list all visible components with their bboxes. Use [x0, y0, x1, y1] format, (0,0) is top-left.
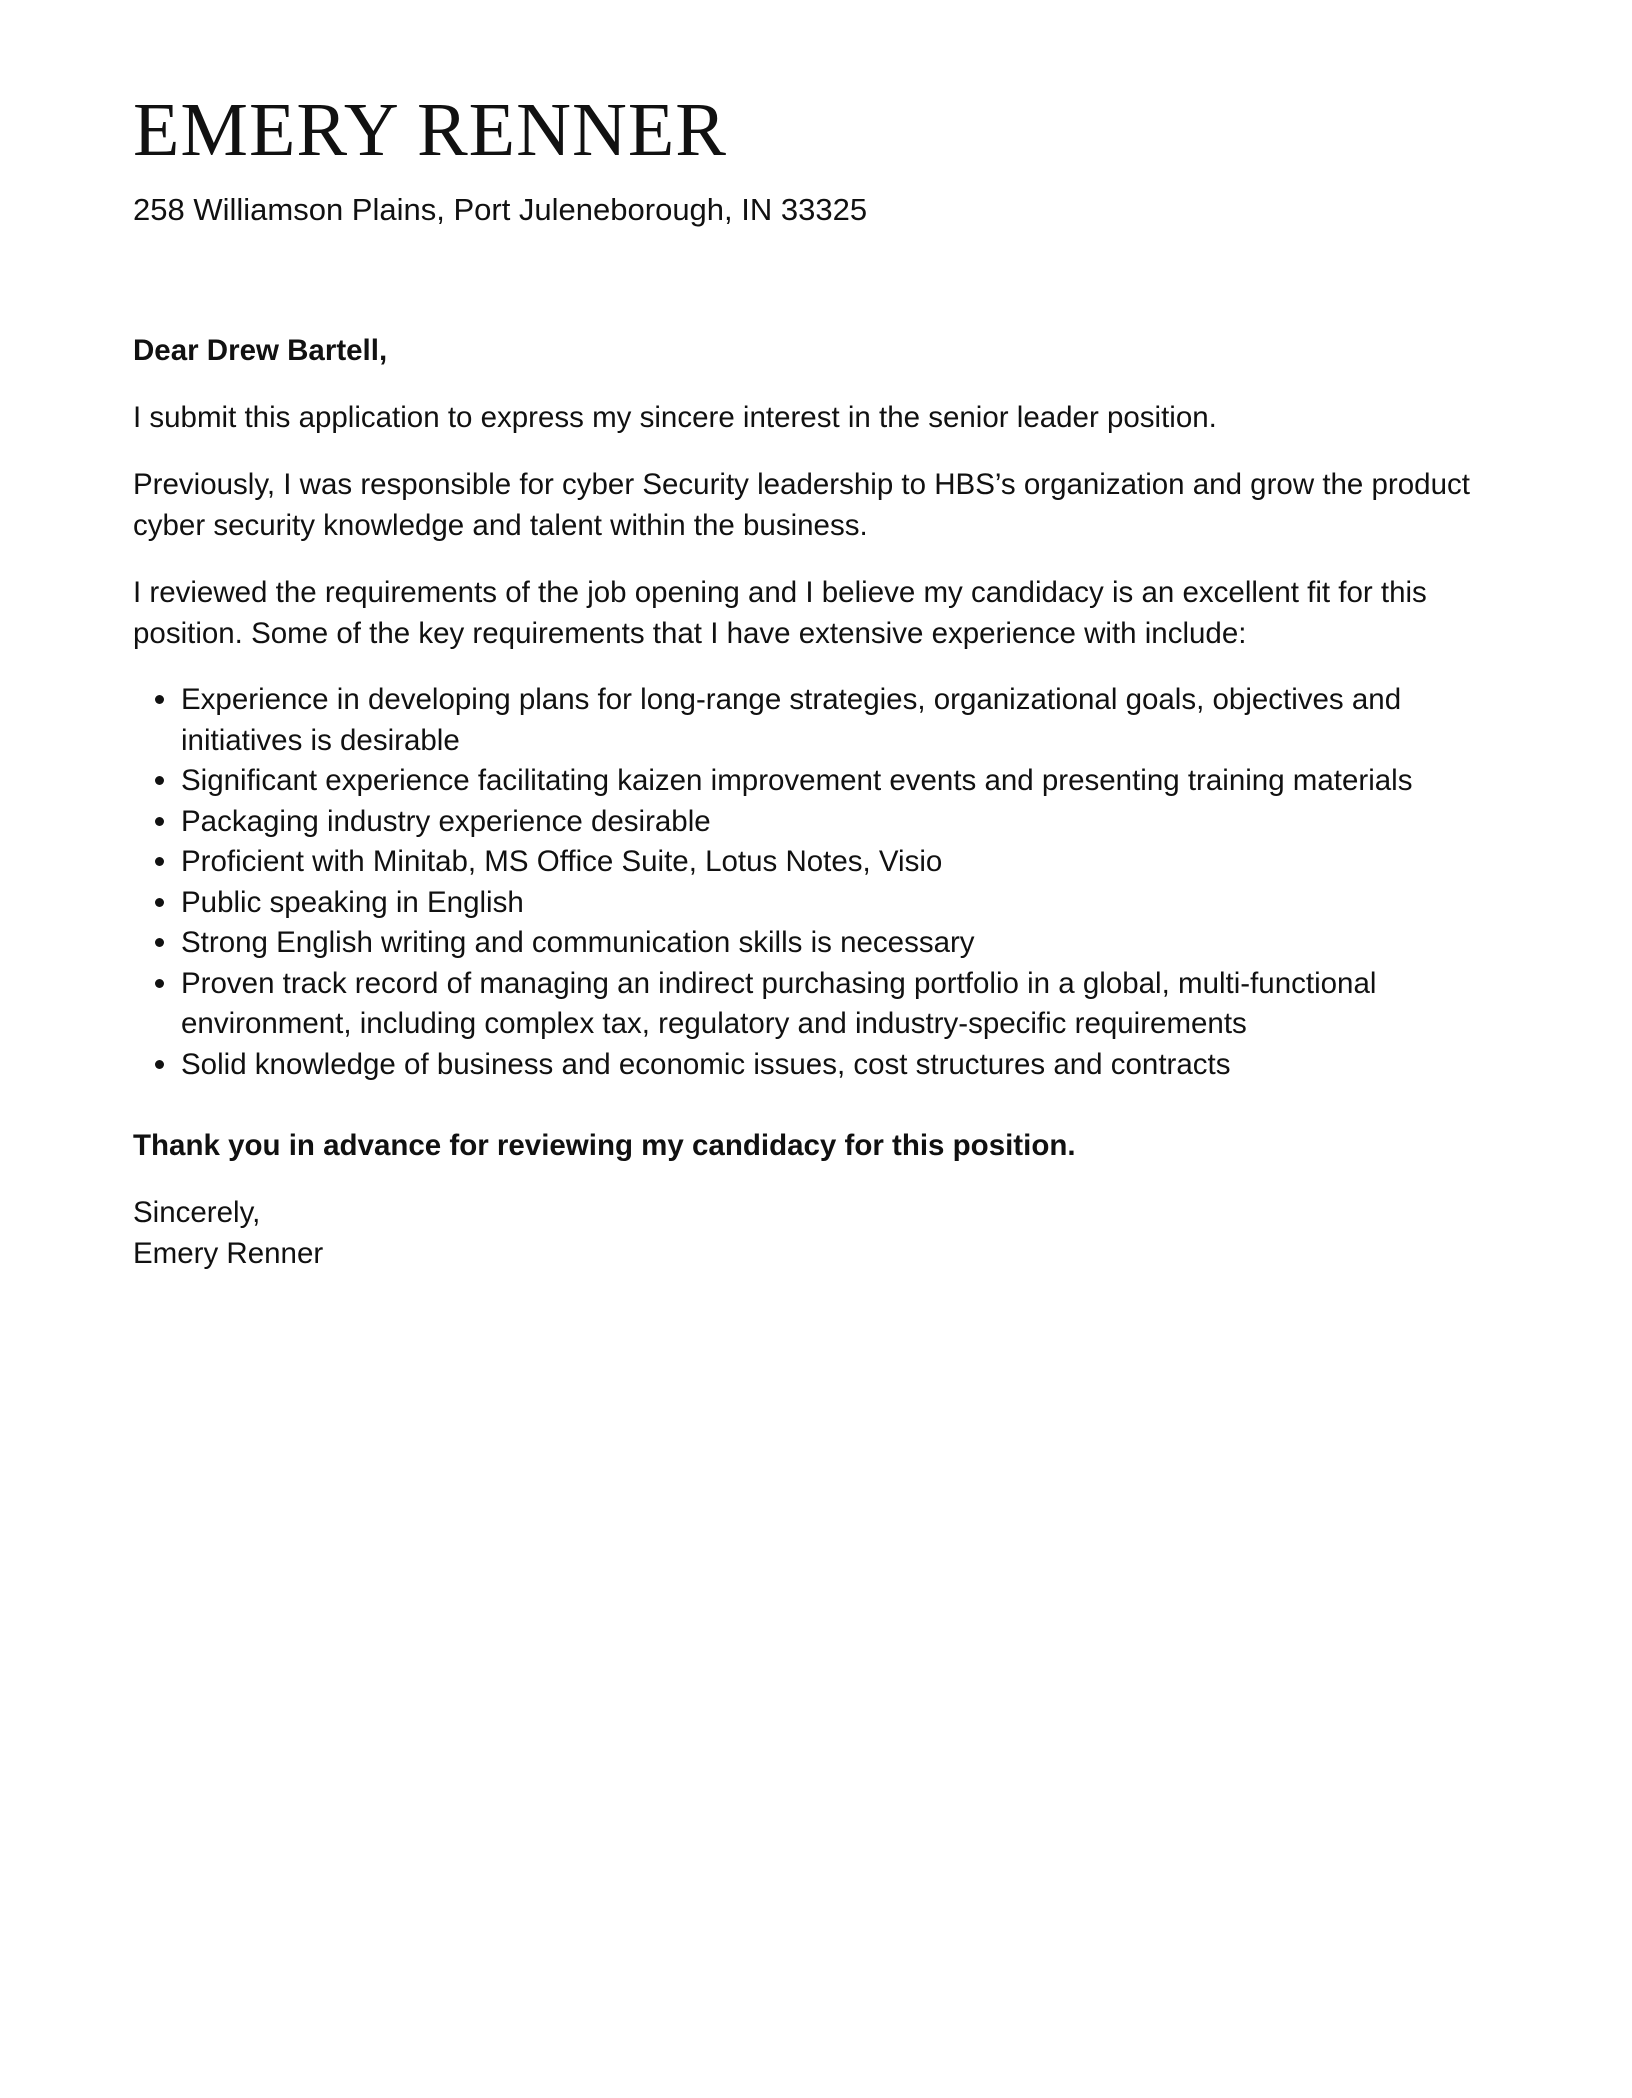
requirements-list	[133, 680, 1503, 1085]
signature-name: Emery Renner	[133, 1237, 324, 1270]
bullet-icon	[155, 1060, 164, 1069]
list-item-text: Proven track record of managing an indirect purchasing portfolio in a global, multi-functional environment, including complex tax, regulatory and industry-specific requirements	[181, 966, 1377, 1040]
applicant-name: EMERY RENNER	[133, 88, 727, 172]
list-item-text: Strong English writing and communication skills is necessary	[181, 926, 975, 959]
list-item	[181, 923, 1503, 964]
list-item	[181, 680, 1503, 761]
closing-statement: Thank you in advance for reviewing my candidacy for this position.	[133, 1129, 1076, 1162]
list-item-text: Significant experience facilitating kaizen improvement events and presenting training materials	[181, 764, 1413, 797]
list-item-text: Packaging industry experience desirable	[181, 804, 711, 838]
applicant-address: 258 Williamson Plains, Port Juleneborough, IN 33325	[133, 192, 868, 227]
bullet-icon	[155, 776, 164, 785]
experience-paragraph: Previously, I was responsible for cyber Security leadership to HBS’s organization and grow the product cyber security knowledge and talent within the business.	[133, 468, 1470, 542]
bullet-icon	[155, 898, 164, 907]
bullet-icon	[155, 695, 164, 704]
list-item	[181, 883, 1503, 924]
letter-body	[133, 330, 1503, 1274]
requirements-intro-paragraph: I reviewed the requirements of the job opening and I believe my candidacy is an excellent fit for this position. Some of the key requirements that I have extensive experience with include:	[133, 576, 1427, 650]
cover-letter-page	[133, 0, 1503, 1270]
salutation: Dear Drew Bartell,	[133, 334, 388, 367]
list-item-text: Public speaking in English	[181, 885, 524, 919]
list-item-text: Solid knowledge of business and economic issues, cost structures and contracts	[181, 1047, 1231, 1081]
list-item	[181, 802, 1503, 843]
bullet-icon	[155, 979, 164, 988]
list-item-text: Experience in developing plans for long-range strategies, organizational goals, objectives and initiatives is desirable	[181, 683, 1402, 757]
bullet-icon	[155, 938, 164, 947]
bullet-icon	[155, 857, 164, 866]
signoff	[133, 1192, 1503, 1274]
list-item	[181, 1045, 1503, 1086]
bullet-icon	[155, 817, 164, 826]
intro-paragraph: I submit this application to express my sincere interest in the senior leader position.	[133, 401, 1217, 434]
list-item	[181, 842, 1503, 883]
list-item-text: Proficient with Minitab, MS Office Suite, Lotus Notes, Visio	[181, 845, 943, 878]
signoff-text: Sincerely,	[133, 1196, 261, 1229]
list-item	[181, 761, 1503, 802]
list-item	[181, 964, 1503, 1045]
